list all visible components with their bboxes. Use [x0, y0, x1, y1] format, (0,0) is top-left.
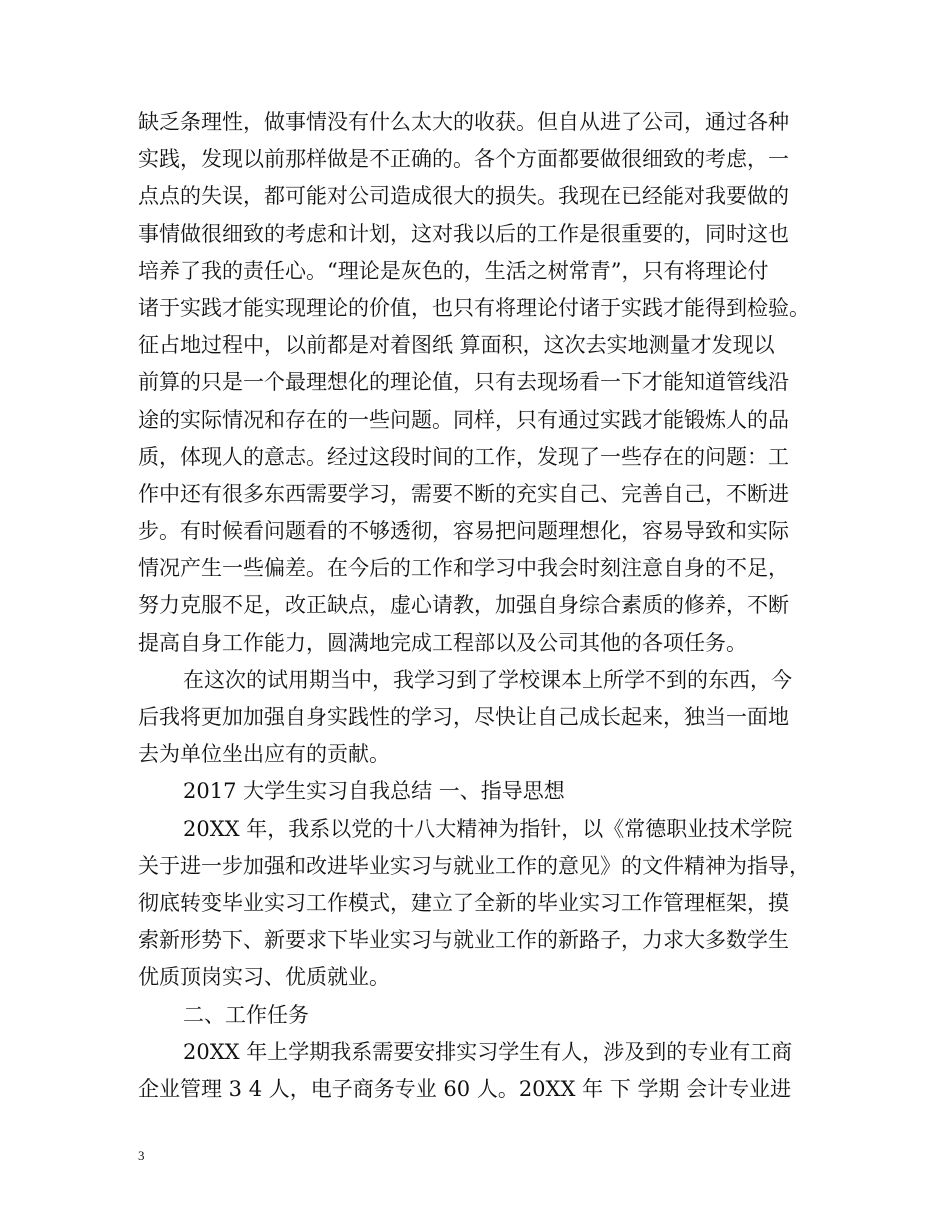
text-line: 索新形势下、新要求下毕业实习与就业工作的新路子，力求大多数学生 — [138, 928, 789, 953]
text-line: 20XX 年，我系以党的十八大精神为指针，以《常德职业技术学院 — [183, 816, 793, 841]
text-line: 企业管理 3 4 人，电子商务专业 60 人。20XX 年 下 学期 会计专业进 — [138, 1076, 792, 1101]
text-line: 优质顶岗实习、优质就业。 — [138, 965, 390, 990]
text-line: 后我将更加加强自身实践性的学习，尽快让自己成长起来，独当一面地 — [138, 705, 789, 729]
text-line: 培养了我的责任心。“理论是灰色的，生活之树常青”，只有将理论付 — [138, 258, 769, 283]
text-line: 二、工作任务 — [183, 1002, 309, 1027]
page-number: 3 — [138, 1148, 145, 1163]
text-line: 缺乏条理性，做事情没有什么太大的收获。但自从进了公司，通过各种 — [138, 110, 789, 134]
text-line: 关于进一步加强和改进毕业实习与就业工作的意见》的文件精神为指导， — [138, 853, 810, 878]
text-line: 作中还有很多东西需要学习，需要不断的充实自己、完善自己，不断进 — [138, 481, 789, 506]
text-line: 去为单位坐出应有的贡献。 — [138, 742, 390, 767]
text-line: 提高自身工作能力，圆满地完成工程部以及公司其他的各项任务。 — [138, 630, 747, 655]
text-line: 质，体现人的意志。经过这段时间的工作，发现了一些存在的问题：工 — [138, 444, 789, 469]
text-line: 20XX 年上学期我系需要安排实习学生有人，涉及到的专业有工商 — [183, 1039, 793, 1064]
text-line: 情况产生一些偏差。在今后的工作和学习中我会时刻注意自身的不足， — [138, 556, 789, 581]
body-text — [138, 104, 828, 1108]
text-line: 前算的只是一个最理想化的理论值，只有去现场看一下才能知道管线沿 — [138, 370, 789, 395]
text-line: 事情做很细致的考虑和计划，这对我以后的工作是很重要的，同时这也 — [138, 221, 789, 246]
text-line: 实践，发现以前那样做是不正确的。各个方面都要做很细致的考虑，一 — [138, 147, 789, 172]
text-line: 途的实际情况和存在的一些问题。同样，只有通过实践才能锻炼人的品 — [138, 407, 789, 432]
text-line: 努力克服不足，改正缺点，虚心请教，加强自身综合素质的修养，不断 — [138, 593, 789, 618]
text-line: 点点的失误，都可能对公司造成很大的损失。我现在已经能对我要做的 — [138, 184, 789, 209]
text-line: 步。有时候看问题看的不够透彻，容易把问题理想化，容易导致和实际 — [138, 519, 789, 544]
text-line: 诸于实践才能实现理论的价值，也只有将理论付诸于实践才能得到检验。 — [138, 295, 810, 320]
text-line: 在这次的试用期当中，我学习到了学校课本上所学不到的东西，今 — [183, 667, 792, 692]
text-line: 彻底转变毕业实习工作模式，建立了全新的毕业实习工作管理框架，摸 — [138, 890, 789, 915]
text-line: 征占地过程中，以前都是对着图纸 算面积，这次去实地测量才发现以 — [138, 333, 775, 358]
text-line: 2017 大学生实习自我总结 一、指导思想 — [183, 779, 565, 804]
